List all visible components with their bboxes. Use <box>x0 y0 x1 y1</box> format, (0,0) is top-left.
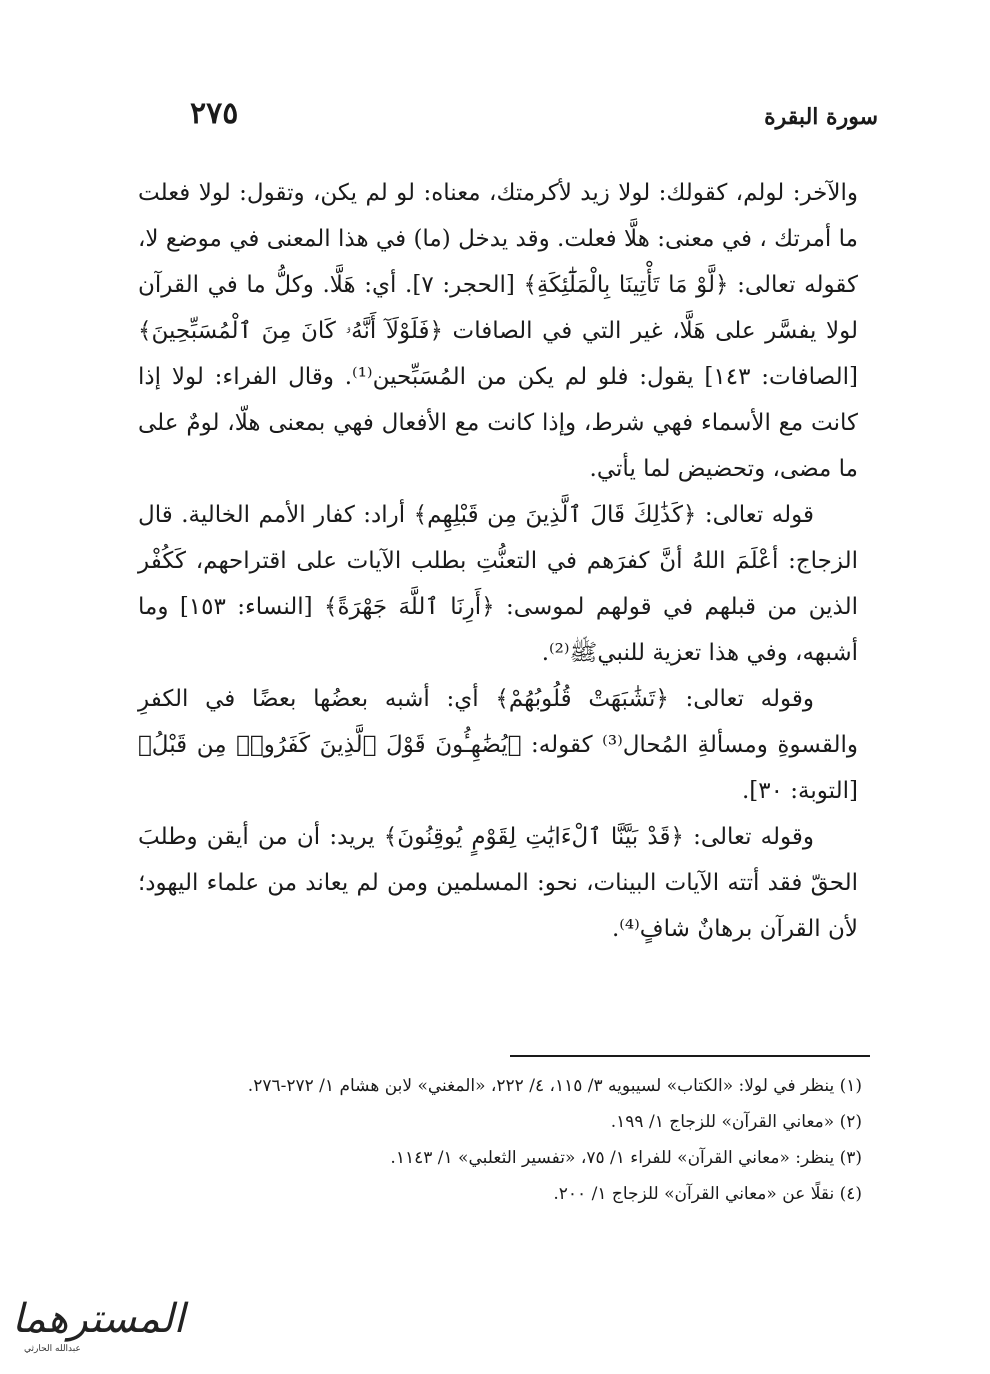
surah-title: سورة البقرة <box>764 104 878 130</box>
paragraph-lawla: والآخر: لولم، كقولك: لولا زيد لأكرمتك، معناه: لو لم يكن، وتقول: لولا فعلت ما أمرتك ، في معنى: هلَّا فعلت. وقد يدخل (ما) في هذا المعنى في موضع لا، كقوله تعالى: ﴿لَّوْ مَا تَأْتِينَا بِالْمَلَٰٓئِكَةِ﴾ [الحجر: ٧]. أي: هَلَّا. وكلُّ ما في القرآن لولا يفسَّر على هَلَّا، غير التي في الصافات ﴿فَلَوْلَآ أَنَّهُۥ كَانَ مِنَ ٱلْمُسَبِّحِينَ﴾ [الصافات: ١٤٣] يقول: فلو لم يكن من المُسَبِّحين⁽¹⁾. وقال الفراء: لولا إذا كانت مع الأسماء فهي شرط، وإذا كانت مع الأفعال فهي بمعنى هلّا، لومٌ على ما مضى، وتحضيض لما يأتي. <box>138 180 858 482</box>
main-text <box>138 170 858 952</box>
watermark-subtext: عبدالله الحارثي <box>24 1344 81 1354</box>
footnotes <box>160 1068 862 1212</box>
footnote-4: (٤) نقلًا عن «معاني القرآن» للزجاج ١/ ٢٠٠. <box>553 1184 862 1204</box>
watermark-logo: المسترهما <box>12 1296 185 1342</box>
footnote-divider <box>510 1055 870 1057</box>
paragraph-tashabahat: وقوله تعالى: ﴿تَشَٰبَهَتْ قُلُوبُهُمْ﴾ أي: أشبه بعضُها بعضًا في الكفرِ والقسوةِ ومسألةِ المُحال⁽³⁾ كقوله: ﴿يُضَٰهِـُٔونَ قَوْلَ ٱلَّذِينَ كَفَرُوا۟ مِن قَبْلُ﴾ [التوبة: ٣٠]. <box>138 686 858 804</box>
footnote-2: (٢) «معاني القرآن» للزجاج ١/ ١٩٩. <box>610 1112 862 1132</box>
paragraph-qad-bayyanna: وقوله تعالى: ﴿قَدْ بَيَّنَّا ٱلْءَايَٰتِ لِقَوْمٍ يُوقِنُونَ﴾ يريد: أن من أيقن وطلبَ الحقّ فقد أتته الآيات البينات، نحو: المسلمين ومن لم يعاند من علماء اليهود؛ لأن القرآن برهانٌ شافٍ⁽⁴⁾. <box>138 824 858 942</box>
footnote-1: (١) ينظر في لولا: «الكتاب» لسيبويه ٣/ ١١٥، ٤/ ٢٢٢، «المغني» لابن هشام ١/ ٢٧٢-٢٧٦. <box>247 1076 862 1096</box>
paragraph-kadhalika: قوله تعالى: ﴿كَذَٰلِكَ قَالَ ٱلَّذِينَ مِن قَبْلِهِم﴾ أراد: كفار الأمم الخالية. قال الزجاج: أعْلَمَ اللهُ أنَّ كفرَهم في التعنُّتِ بطلب الآيات على اقتراحهم، كَكُفْر الذين من قبلهم في قولهم لموسى: ﴿أَرِنَا ٱللَّهَ جَهْرَةً﴾ [النساء: ١٥٣] وما أشبهه، وفي هذا تعزية للنبيﷺ⁽²⁾. <box>138 502 858 666</box>
page-number: ٢٧٥ <box>190 96 239 131</box>
footnote-3: (٣) ينظر: «معاني القرآن» للفراء ١/ ٧٥، «تفسير الثعلبي» ١/ ١١٤٣. <box>390 1148 862 1168</box>
